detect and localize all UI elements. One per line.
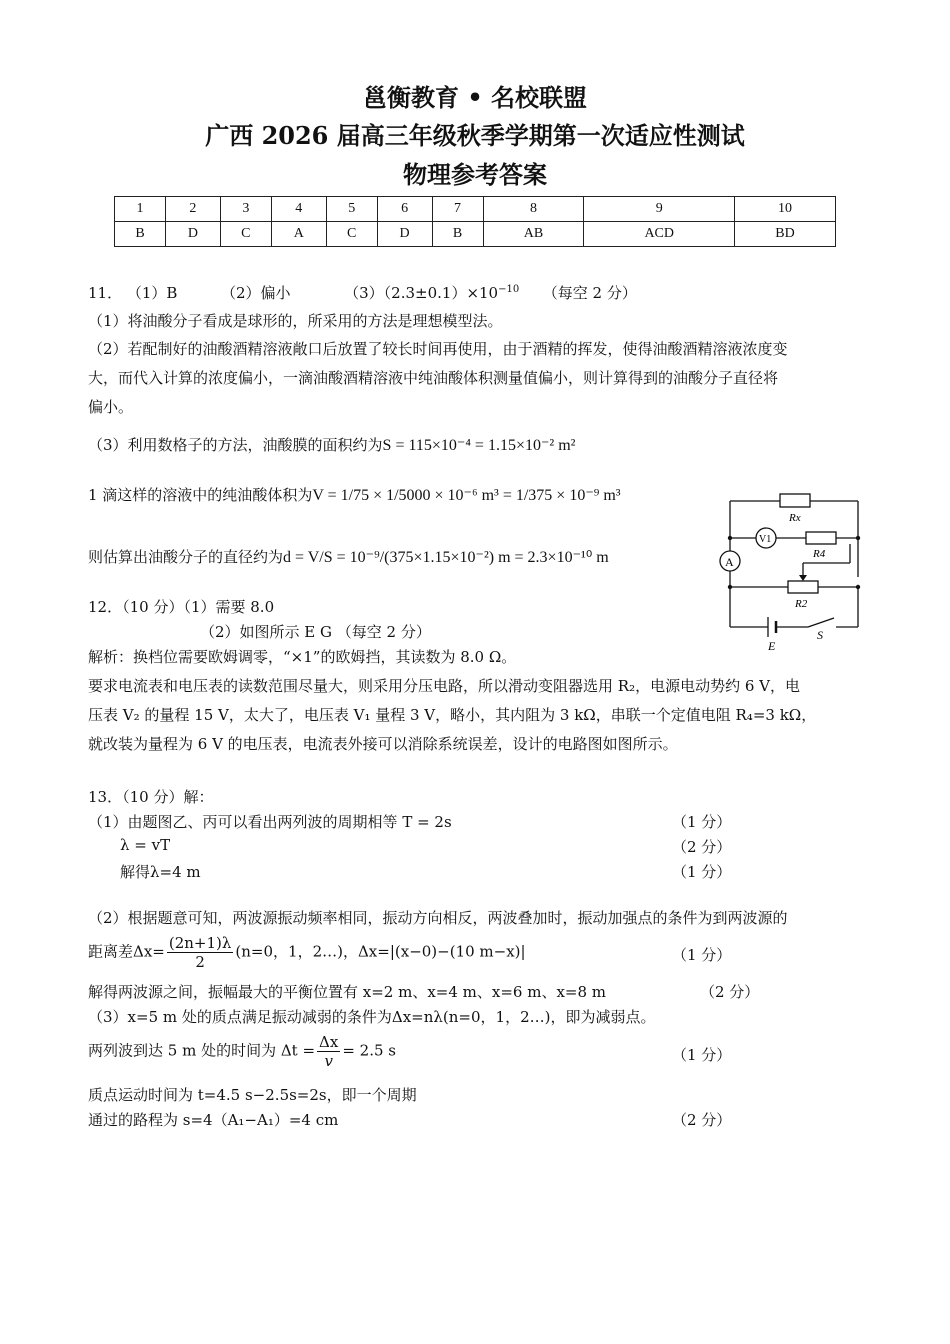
q11-area-formula: S = 115×10⁻⁴ = 1.15×10⁻² m² (382, 437, 576, 454)
answer-cell: C (326, 222, 377, 247)
question-number: 8 (483, 197, 584, 222)
q13-part-2-line-1: （2）根据题意可知，两波源振动频率相同，振动方向相反，两波叠加时，振动加强点的条件为到两波源的 (88, 909, 788, 927)
resistor-rx (780, 494, 810, 507)
q13-part-1-line-3: 解得λ=4 m (120, 863, 201, 881)
q13-part-3-line-2 (88, 1033, 396, 1070)
question-number: 6 (377, 197, 432, 222)
label-rx: Rx (789, 512, 801, 524)
q12-line-6: 就改装为量程为 6 V 的电压表，电流表外接可以消除系统误差，设计的电路图如图所示。 (88, 735, 678, 753)
slider-arrow-icon (799, 575, 807, 581)
header-line-1: 邕衡教育 • 名校联盟 (362, 83, 588, 112)
q11-answer-3-exp: −10 (498, 284, 520, 295)
q11-paragraph-4 (88, 484, 621, 505)
q13-points: （2 分） (672, 838, 732, 856)
question-number: 7 (432, 197, 483, 222)
answer-cell: B (115, 222, 166, 247)
answer-cell: BD (735, 222, 836, 247)
q11-paragraph-5 (88, 546, 609, 567)
resistor-r2 (788, 581, 818, 593)
q13-points: （2 分） (672, 1111, 732, 1129)
q12-line-1: 12．（10 分）（1）需要 8.0 (88, 598, 275, 616)
resistor-r4 (806, 532, 836, 544)
q11-answer-3: （3）（2.3±0.1）×10 (344, 284, 499, 302)
circuit-diagram (712, 486, 872, 656)
fraction-numerator: Δx (319, 1033, 339, 1051)
q11-area-text: （3）利用数格子的方法，油酸膜的面积约为 (88, 436, 383, 454)
q13-points: （1 分） (672, 946, 732, 964)
label-e: E (768, 639, 776, 653)
question-number: 10 (735, 197, 836, 222)
q13-part-2-line-2 (88, 934, 526, 971)
switch-s (808, 618, 834, 627)
fraction-numerator: (2n+1)λ (168, 934, 232, 952)
q13-path-diff-rest: (n=0，1，2…)，Δx=|(x−0)−(10 m−x)| (235, 942, 526, 961)
q13-path-diff-fraction (167, 934, 234, 971)
question-number: 1 (115, 197, 166, 222)
answer-cell: ACD (584, 222, 735, 247)
q12-line-4: 要求电流表和电压表的读数范围尽量大，则采用分压电路，所以滑动变阻器选用 R₂，电源电动势约 6 V，电 (88, 677, 800, 695)
q11-diameter-formula: d = V/S = 10⁻⁹/(375×1.15×10⁻²) m = 2.3×10⁻¹⁰ m (283, 549, 609, 566)
q13-points: （1 分） (672, 863, 732, 881)
answer-cell: A (271, 222, 326, 247)
q13-part-1-line-2: λ = vT (120, 836, 171, 854)
answer-cell: AB (483, 222, 584, 247)
q11-paragraph-3 (88, 434, 575, 455)
q13-time-fraction (317, 1033, 340, 1070)
q13-part-2-line-3: 解得两波源之间，振幅最大的平衡位置有 x=2 m、x=4 m、x=6 m、x=8 m (88, 983, 607, 1001)
question-number: 5 (326, 197, 377, 222)
q11-answer-1: （1）B (126, 284, 178, 302)
question-number: 3 (220, 197, 271, 222)
question-number: 9 (584, 197, 735, 222)
q13-part-3-line-4: 通过的路程为 s=4（A₁−A₁）=4 cm (88, 1111, 339, 1129)
q11-diameter-text: 则估算出油酸分子的直径约为 (88, 548, 284, 566)
q13-points: （2 分） (700, 983, 760, 1001)
q13-points: （1 分） (672, 1046, 732, 1064)
answer-cell: B (432, 222, 483, 247)
q13-header: 13．（10 分）解： (88, 788, 214, 806)
label-r4: R4 (813, 548, 826, 560)
label-r2: R2 (795, 598, 808, 610)
answer-cell: D (377, 222, 432, 247)
fraction-denominator: v (324, 1052, 333, 1070)
answer-table (114, 196, 836, 247)
answer-cell: D (166, 222, 221, 247)
q11-paragraph-1: （1）将油酸分子看成是球形的，所采用的方法是理想模型法。 (88, 312, 503, 330)
q12-line-5: 压表 V₂ 的量程 15 V，太大了，电压表 V₁ 量程 3 V，略小，其内阻为 3 kΩ，串联一个定值电阻 R₄=3 kΩ， (88, 706, 817, 724)
header-line-3: 物理参考答案 (403, 160, 547, 189)
q12-line-2: （2）如图所示 E G （每空 2 分） (200, 623, 431, 641)
question-number: 4 (271, 197, 326, 222)
answer-table-numbers-row (115, 197, 836, 222)
q11-volume-formula: V = 1/75 × 1/5000 × 10⁻⁶ m³ = 1/375 × 10⁻⁹ m³ (312, 487, 621, 504)
q11-score-note: （每空 2 分） (542, 284, 637, 302)
q13-points: （1 分） (672, 813, 732, 831)
q11-paragraph-2b: 大，而代入计算的浓度偏小，一滴油酸酒精溶液中纯油酸体积测量值偏小，则计算得到的油酸分子直径将 (88, 369, 779, 387)
q11-volume-text: 1 滴这样的溶液中的纯油酸体积为 (88, 486, 313, 504)
question-number: 2 (166, 197, 221, 222)
label-v1: V1 (759, 534, 772, 545)
q13-part-3-line-3: 质点运动时间为 t=4.5 s−2.5s=2s，即一个周期 (88, 1086, 417, 1104)
q13-part-3-line-1: （3）x=5 m 处的质点满足振动减弱的条件为Δx=nλ(n=0，1，2…)，即为减弱点。 (88, 1008, 656, 1026)
answer-table-answers-row (115, 222, 836, 247)
q11-number: 11． (88, 284, 123, 302)
fraction-denominator: 2 (195, 953, 205, 971)
q11-header (88, 282, 637, 303)
q12-line-3: 解析：换档位需要欧姆调零，“×1”的欧姆挡，其读数为 8.0 Ω。 (88, 648, 517, 666)
q11-paragraph-2c: 偏小。 (88, 398, 134, 416)
q13-path-diff-label: 距离差Δx= (88, 942, 165, 961)
q13-time-result: = 2.5 s (342, 1041, 397, 1060)
label-a: A (725, 555, 734, 569)
header-line-2: 广西 2026 届高三年级秋季学期第一次适应性测试 (205, 121, 745, 150)
q13-part-1-line-1: （1）由题图乙、丙可以看出两列波的周期相等 T = 2s (88, 813, 452, 831)
q13-time-label: 两列波到达 5 m 处的时间为 Δt = (88, 1041, 316, 1060)
answer-cell: C (220, 222, 271, 247)
q11-paragraph-2a: （2）若配制好的油酸酒精溶液敞口后放置了较长时间再使用，由于酒精的挥发，使得油酸酒精溶液浓度变 (88, 340, 788, 358)
q11-answer-2: （2）偏小 (221, 284, 291, 302)
label-s: S (817, 628, 823, 642)
